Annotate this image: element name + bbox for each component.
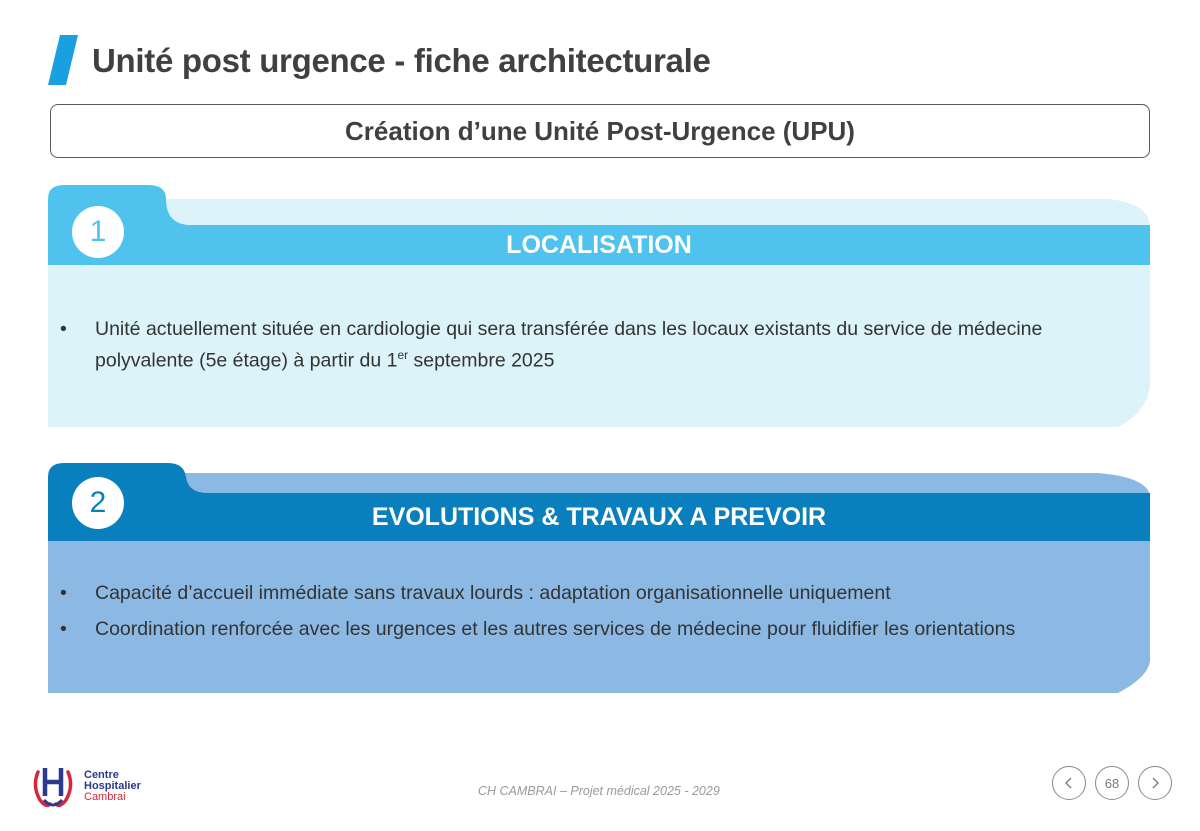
bullet-text: Capacité d’accueil immédiate sans travaux lourds : adaptation organisationnelle uniquement <box>95 582 891 604</box>
list-item <box>60 316 1140 374</box>
logo-line-1: Centre <box>84 769 119 781</box>
chevron-left-icon <box>1063 777 1075 789</box>
section-localisation <box>48 185 1152 427</box>
title-accent-bar <box>48 35 78 85</box>
section-number-2-text: 2 <box>89 486 107 519</box>
bullet-text: Coordination renforcée avec les urgences et les autres services de médecine pour fluidifier les orientations <box>95 618 1016 640</box>
list-item <box>60 616 1140 642</box>
subtitle-text: Création d’une Unité Post-Urgence (UPU) <box>345 115 855 146</box>
bullet-superscript: er <box>397 348 409 362</box>
section-evolutions <box>48 463 1152 693</box>
section-1-background <box>48 185 1152 427</box>
bullet-icon: • <box>60 582 67 604</box>
previous-page-button[interactable] <box>1052 766 1086 800</box>
bullet-text-start: Unité actuellement située en cardiologie qui sera transférée dans les locaux existants du service de médecine polyvalente (5e étage) à partir du 1 <box>95 318 1043 372</box>
page-title: Unité post urgence - fiche architecturale <box>92 42 711 79</box>
bullet-text-end: septembre 2025 <box>408 349 555 372</box>
logo-text <box>84 770 141 803</box>
section-1-bullets <box>60 316 1140 384</box>
bullet-icon: • <box>60 618 67 640</box>
section-2-background <box>48 463 1152 693</box>
page-number <box>1095 766 1129 800</box>
section-2-bullets <box>60 580 1140 652</box>
section-number-1-text: 1 <box>89 215 107 248</box>
page-number-text: 68 <box>1104 775 1120 791</box>
list-item <box>60 580 1140 606</box>
section-heading-evolutions: EVOLUTIONS & TRAVAUX A PREVOIR <box>371 503 827 531</box>
hospital-logo <box>28 760 140 812</box>
logo-line-3: Cambrai <box>84 791 126 803</box>
footer-text: CH CAMBRAI – Projet médical 2025 - 2029 <box>478 784 720 798</box>
logo-line-2: Hospitalier <box>84 780 141 792</box>
bullet-icon: • <box>60 318 67 340</box>
next-page-button[interactable] <box>1138 766 1172 800</box>
subtitle-box <box>50 104 1150 158</box>
section-heading-localisation: LOCALISATION <box>506 231 692 259</box>
chevron-right-icon <box>1149 777 1161 789</box>
